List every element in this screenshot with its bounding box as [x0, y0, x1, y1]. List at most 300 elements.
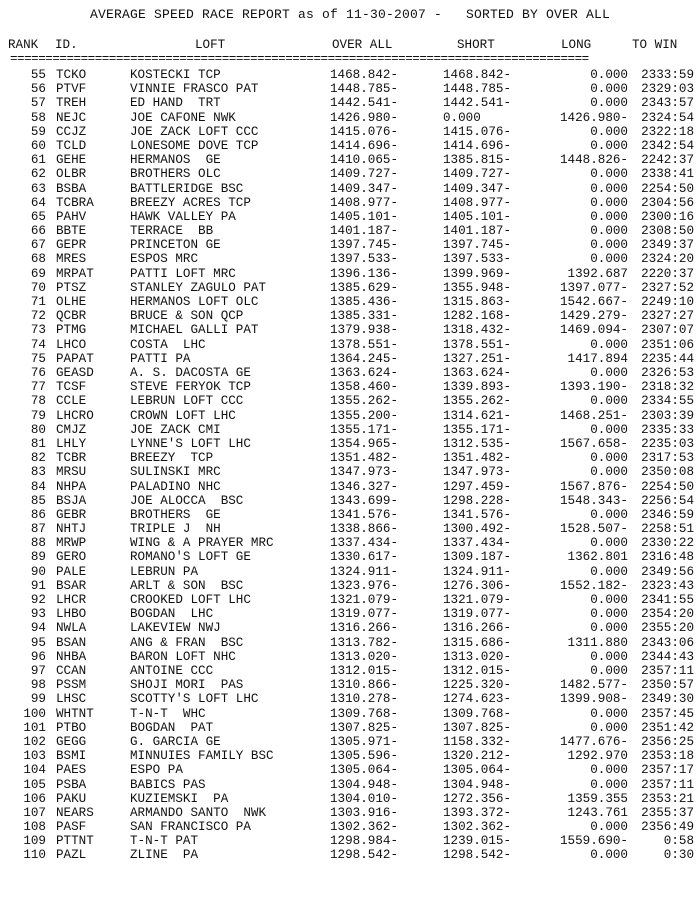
row-over-all: 1305.064- — [330, 763, 399, 778]
row-short: 1312.015- — [443, 663, 512, 678]
row-short: 1297.459- — [443, 479, 512, 494]
row-rank: 65 — [30, 209, 46, 224]
table-row — [0, 650, 700, 664]
row-rank: 80 — [30, 422, 46, 437]
row-id: BSAN — [56, 635, 87, 650]
row-long: 1528.507- — [559, 522, 628, 537]
table-row — [0, 323, 700, 337]
row-short: 1351.482- — [443, 451, 512, 466]
row-to-win: 2329:03 — [641, 82, 694, 97]
table-row — [0, 309, 700, 323]
row-to-win: 2349:56 — [641, 564, 694, 579]
row-long: 0.000 — [590, 252, 628, 267]
row-to-win: 0:58 — [663, 834, 694, 849]
table-row — [0, 508, 700, 522]
row-rank: 78 — [30, 394, 46, 409]
row-rank: 92 — [30, 593, 46, 608]
row-id: LHSC — [56, 692, 87, 707]
row-to-win: 2355:20 — [641, 621, 694, 636]
row-short: 1319.077- — [443, 607, 512, 622]
row-loft: STANLEY ZAGULO PAT — [130, 280, 267, 295]
row-rank: 77 — [30, 380, 46, 395]
row-long: 0.000 — [590, 507, 628, 522]
row-rank: 107 — [23, 805, 46, 820]
row-id: PTTNT — [56, 834, 94, 849]
table-row — [0, 607, 700, 621]
row-over-all: 1364.245- — [330, 351, 399, 366]
row-long: 1397.077- — [559, 280, 628, 295]
row-over-all: 1363.624- — [330, 365, 399, 380]
table-row — [0, 636, 700, 650]
row-id: BSJA — [56, 493, 87, 508]
row-long: 0.000 — [590, 593, 628, 608]
row-over-all: 1396.136- — [330, 266, 399, 281]
row-id: BSBA — [56, 181, 87, 196]
row-long: 1292.970 — [567, 749, 628, 764]
column-header-over-all: OVER ALL — [332, 38, 393, 52]
row-over-all: 1409.347- — [330, 181, 399, 196]
row-short: 1320.212- — [443, 749, 512, 764]
row-rank: 97 — [30, 663, 46, 678]
row-loft: LEBRUN PA — [130, 564, 199, 579]
row-long: 0.000 — [590, 82, 628, 97]
row-rank: 68 — [30, 252, 46, 267]
row-rank: 102 — [23, 734, 46, 749]
row-over-all: 1304.948- — [330, 777, 399, 792]
table-row — [0, 295, 700, 309]
row-short: 1314.621- — [443, 408, 512, 423]
row-id: WHTNT — [56, 706, 94, 721]
column-header-id: ID. — [55, 38, 78, 52]
row-loft: ANTOINE CCC — [130, 663, 214, 678]
row-long: 1359.355 — [567, 791, 628, 806]
row-loft: A. S. DACOSTA GE — [130, 365, 251, 380]
row-short: 1321.079- — [443, 593, 512, 608]
row-to-win: 2353:21 — [641, 791, 694, 806]
row-long: 1542.667- — [559, 295, 628, 310]
row-rank: 89 — [30, 550, 46, 565]
row-id: NWLA — [56, 621, 87, 636]
row-to-win: 2349:37 — [641, 238, 694, 253]
table-row — [0, 437, 700, 451]
row-to-win: 2242:37 — [641, 153, 694, 168]
row-over-all: 1304.010- — [330, 791, 399, 806]
row-over-all: 1337.434- — [330, 536, 399, 551]
row-over-all: 1355.262- — [330, 394, 399, 409]
row-loft: HERMANOS LOFT OLC — [130, 295, 259, 310]
row-long: 0.000 — [590, 394, 628, 409]
row-rank: 95 — [30, 635, 46, 650]
column-header-to-win: TO WIN — [632, 38, 678, 52]
row-long: 0.000 — [590, 706, 628, 721]
row-to-win: 2351:06 — [641, 337, 694, 352]
row-over-all: 1343.699- — [330, 493, 399, 508]
row-long: 1567.876- — [559, 479, 628, 494]
table-row — [0, 480, 700, 494]
row-loft: SULINSKI MRC — [130, 465, 221, 480]
row-over-all: 1302.362- — [330, 820, 399, 835]
table-row — [0, 182, 700, 196]
row-loft: JOE ZACK CMI — [130, 422, 221, 437]
row-loft: BRUCE & SON QCP — [130, 309, 244, 324]
row-to-win: 2254:50 — [641, 479, 694, 494]
row-loft: WING & A PRAYER MRC — [130, 536, 274, 551]
row-loft: BROTHERS OLC — [130, 167, 221, 182]
row-id: MRWP — [56, 536, 87, 551]
header-separator: ================================================================================== — [10, 55, 589, 63]
column-header-long: LONG — [561, 38, 592, 52]
row-to-win: 2333:59 — [641, 68, 694, 82]
row-rank: 70 — [30, 280, 46, 295]
row-loft: KUZIEMSKI PA — [130, 791, 229, 806]
row-loft: HAWK VALLEY PA — [130, 209, 236, 224]
row-to-win: 2322:18 — [641, 124, 694, 139]
row-loft: PATTI LOFT MRC — [130, 266, 236, 281]
table-row — [0, 125, 700, 139]
row-id: MRPAT — [56, 266, 94, 281]
row-loft: ROMANO'S LOFT GE — [130, 550, 251, 565]
row-rank: 108 — [23, 820, 46, 835]
table-row — [0, 252, 700, 266]
row-to-win: 2357:17 — [641, 763, 694, 778]
row-short: 1309.187- — [443, 550, 512, 565]
row-short: 1282.168- — [443, 309, 512, 324]
row-loft: COSTA LHC — [130, 337, 206, 352]
row-long: 0.000 — [590, 365, 628, 380]
row-over-all: 1305.971- — [330, 734, 399, 749]
table-row — [0, 96, 700, 110]
row-rank: 56 — [30, 82, 46, 97]
row-long: 1448.826- — [559, 153, 628, 168]
row-short: 1315.863- — [443, 295, 512, 310]
table-row — [0, 82, 700, 96]
row-short: 1363.624- — [443, 365, 512, 380]
row-to-win: 0:30 — [663, 848, 694, 863]
row-to-win: 2353:18 — [641, 749, 694, 764]
row-loft: JOE ALOCCA BSC — [130, 493, 244, 508]
row-long: 1429.279- — [559, 309, 628, 324]
row-rank: 106 — [23, 791, 46, 806]
row-loft: ESPOS MRC — [130, 252, 199, 267]
table-row — [0, 692, 700, 706]
row-over-all: 1401.187- — [330, 224, 399, 239]
row-to-win: 2356:49 — [641, 820, 694, 835]
row-to-win: 2317:53 — [641, 451, 694, 466]
row-over-all: 1442.541- — [330, 96, 399, 111]
row-short: 0.000 — [443, 110, 481, 125]
row-loft: ARMANDO SANTO NWK — [130, 805, 267, 820]
row-long: 0.000 — [590, 607, 628, 622]
row-id: PALE — [56, 564, 87, 579]
row-over-all: 1426.980- — [330, 110, 399, 125]
row-long: 0.000 — [590, 195, 628, 210]
table-row — [0, 68, 700, 82]
row-short: 1272.356- — [443, 791, 512, 806]
row-loft: JOE ZACK LOFT CCC — [130, 124, 259, 139]
row-long: 1399.908- — [559, 692, 628, 707]
row-to-win: 2303:39 — [641, 408, 694, 423]
row-over-all: 1330.617- — [330, 550, 399, 565]
row-id: BSMI — [56, 749, 87, 764]
row-short: 1339.893- — [443, 380, 512, 395]
row-over-all: 1409.727- — [330, 167, 399, 182]
row-rank: 64 — [30, 195, 46, 210]
row-id: NEJC — [56, 110, 87, 125]
row-long: 0.000 — [590, 777, 628, 792]
row-over-all: 1414.696- — [330, 138, 399, 153]
row-to-win: 2343:06 — [641, 635, 694, 650]
row-rank: 85 — [30, 493, 46, 508]
row-loft: HERMANOS GE — [130, 153, 221, 168]
row-to-win: 2344:43 — [641, 649, 694, 664]
row-id: LHCR — [56, 593, 87, 608]
row-id: NHPA — [56, 479, 87, 494]
row-short: 1414.696- — [443, 138, 512, 153]
row-over-all: 1298.542- — [330, 848, 399, 863]
row-over-all: 1323.976- — [330, 578, 399, 593]
row-to-win: 2351:42 — [641, 720, 694, 735]
row-rank: 74 — [30, 337, 46, 352]
column-header-rank: RANK — [8, 38, 39, 52]
row-loft: ZLINE PA — [130, 848, 199, 863]
row-to-win: 2235:44 — [641, 351, 694, 366]
row-short: 1298.542- — [443, 848, 512, 863]
row-to-win: 2220:37 — [641, 266, 694, 281]
row-rank: 84 — [30, 479, 46, 494]
row-over-all: 1354.965- — [330, 436, 399, 451]
row-id: PTVF — [56, 82, 87, 97]
row-rank: 86 — [30, 507, 46, 522]
row-id: GEASD — [56, 365, 94, 380]
row-loft: BREEZY TCP — [130, 451, 214, 466]
table-row — [0, 224, 700, 238]
row-short: 1378.551- — [443, 337, 512, 352]
column-header-short: SHORT — [457, 38, 495, 52]
row-long: 0.000 — [590, 238, 628, 253]
row-id: QCBR — [56, 309, 87, 324]
row-rank: 59 — [30, 124, 46, 139]
row-over-all: 1346.327- — [330, 479, 399, 494]
row-short: 1397.745- — [443, 238, 512, 253]
row-rank: 63 — [30, 181, 46, 196]
row-short: 1468.842- — [443, 68, 512, 82]
row-over-all: 1307.825- — [330, 720, 399, 735]
row-short: 1276.306- — [443, 578, 512, 593]
row-over-all: 1313.782- — [330, 635, 399, 650]
row-over-all: 1385.629- — [330, 280, 399, 295]
row-long: 1311.880 — [567, 635, 628, 650]
table-row — [0, 565, 700, 579]
row-loft: LONESOME DOVE TCP — [130, 138, 259, 153]
table-row — [0, 820, 700, 834]
row-to-win: 2330:22 — [641, 536, 694, 551]
row-short: 1239.015- — [443, 834, 512, 849]
row-loft: PRINCETON GE — [130, 238, 221, 253]
row-id: NHBA — [56, 649, 87, 664]
table-row — [0, 536, 700, 550]
row-long: 1552.182- — [559, 578, 628, 593]
row-to-win: 2327:52 — [641, 280, 694, 295]
row-over-all: 1385.331- — [330, 309, 399, 324]
table-row — [0, 153, 700, 167]
row-loft: LEBRUN LOFT CCC — [130, 394, 244, 409]
row-short: 1355.171- — [443, 422, 512, 437]
row-long: 1426.980- — [559, 110, 628, 125]
row-short: 1305.064- — [443, 763, 512, 778]
row-long: 0.000 — [590, 663, 628, 678]
row-over-all: 1355.200- — [330, 408, 399, 423]
row-loft: BOGDAN PAT — [130, 720, 214, 735]
row-rank: 90 — [30, 564, 46, 579]
row-long: 1548.343- — [559, 493, 628, 508]
row-rank: 81 — [30, 436, 46, 451]
row-rank: 109 — [23, 834, 46, 849]
row-over-all: 1316.266- — [330, 621, 399, 636]
row-long: 0.000 — [590, 820, 628, 835]
row-long: 1482.577- — [559, 678, 628, 693]
table-row — [0, 167, 700, 181]
row-id: LHCRO — [56, 408, 94, 423]
row-to-win: 2343:57 — [641, 96, 694, 111]
row-rank: 87 — [30, 522, 46, 537]
row-to-win: 2249:10 — [641, 295, 694, 310]
column-header-loft: LOFT — [195, 38, 226, 52]
row-over-all: 1379.938- — [330, 323, 399, 338]
row-loft: VINNIE FRASCO PAT — [130, 82, 259, 97]
row-loft: BREEZY ACRES TCP — [130, 195, 251, 210]
row-over-all: 1410.065- — [330, 153, 399, 168]
row-rank: 98 — [30, 678, 46, 693]
row-id: GEBR — [56, 507, 87, 522]
row-to-win: 2254:50 — [641, 181, 694, 196]
row-short: 1415.076- — [443, 124, 512, 139]
row-over-all: 1408.977- — [330, 195, 399, 210]
row-id: LHLY — [56, 436, 87, 451]
row-loft: ANG & FRAN BSC — [130, 635, 244, 650]
row-to-win: 2235:03 — [641, 436, 694, 451]
row-id: PAHV — [56, 209, 87, 224]
table-row — [0, 735, 700, 749]
row-rank: 73 — [30, 323, 46, 338]
row-long: 1417.894 — [567, 351, 628, 366]
table-row — [0, 749, 700, 763]
table-row — [0, 848, 700, 862]
row-short: 1442.541- — [443, 96, 512, 111]
row-long: 0.000 — [590, 138, 628, 153]
row-to-win: 2342:54 — [641, 138, 694, 153]
row-loft: MICHAEL GALLI PAT — [130, 323, 259, 338]
row-rank: 104 — [23, 763, 46, 778]
row-over-all: 1310.866- — [330, 678, 399, 693]
table-row — [0, 210, 700, 224]
row-loft: BABICS PAS — [130, 777, 206, 792]
row-loft: TERRACE BB — [130, 224, 214, 239]
row-over-all: 1378.551- — [330, 337, 399, 352]
row-over-all: 1385.436- — [330, 295, 399, 310]
row-id: GEGG — [56, 734, 87, 749]
row-to-win: 2308:50 — [641, 224, 694, 239]
row-to-win: 2258:51 — [641, 522, 694, 537]
row-id: PAZL — [56, 848, 87, 863]
row-rank: 67 — [30, 238, 46, 253]
row-over-all: 1321.079- — [330, 593, 399, 608]
row-long: 0.000 — [590, 337, 628, 352]
row-to-win: 2324:20 — [641, 252, 694, 267]
row-short: 1385.815- — [443, 153, 512, 168]
row-id: LHBO — [56, 607, 87, 622]
row-rank: 60 — [30, 138, 46, 153]
row-loft: BARON LOFT NHC — [130, 649, 236, 664]
row-to-win: 2335:33 — [641, 422, 694, 437]
row-id: PSBA — [56, 777, 87, 792]
row-loft: CROWN LOFT LHC — [130, 408, 236, 423]
row-short: 1307.825- — [443, 720, 512, 735]
table-row — [0, 238, 700, 252]
table-row — [0, 806, 700, 820]
row-rank: 94 — [30, 621, 46, 636]
table-row — [0, 707, 700, 721]
row-short: 1312.535- — [443, 436, 512, 451]
row-long: 0.000 — [590, 649, 628, 664]
row-long: 0.000 — [590, 848, 628, 863]
row-id: CMJZ — [56, 422, 87, 437]
row-over-all: 1310.278- — [330, 692, 399, 707]
row-rank: 66 — [30, 224, 46, 239]
row-long: 0.000 — [590, 451, 628, 466]
row-over-all: 1397.533- — [330, 252, 399, 267]
row-short: 1399.969- — [443, 266, 512, 281]
row-to-win: 2334:55 — [641, 394, 694, 409]
row-id: LHCO — [56, 337, 87, 352]
row-id: BSAR — [56, 578, 87, 593]
row-id: PAKU — [56, 791, 87, 806]
row-rank: 88 — [30, 536, 46, 551]
row-id: TCSF — [56, 380, 87, 395]
row-to-win: 2356:25 — [641, 734, 694, 749]
table-row — [0, 494, 700, 508]
row-short: 1316.266- — [443, 621, 512, 636]
row-over-all: 1305.596- — [330, 749, 399, 764]
row-id: OLHE — [56, 295, 87, 310]
row-to-win: 2355:37 — [641, 805, 694, 820]
row-long: 0.000 — [590, 68, 628, 82]
row-short: 1327.251- — [443, 351, 512, 366]
row-to-win: 2357:11 — [641, 777, 694, 792]
table-row — [0, 423, 700, 437]
row-to-win: 2354:20 — [641, 607, 694, 622]
row-over-all: 1448.785- — [330, 82, 399, 97]
table-row — [0, 409, 700, 423]
row-to-win: 2341:55 — [641, 593, 694, 608]
row-id: MRES — [56, 252, 87, 267]
table-row — [0, 465, 700, 479]
row-loft: BOGDAN LHC — [130, 607, 214, 622]
row-over-all: 1298.984- — [330, 834, 399, 849]
row-short: 1393.372- — [443, 805, 512, 820]
row-long: 0.000 — [590, 124, 628, 139]
row-short: 1302.362- — [443, 820, 512, 835]
row-short: 1409.347- — [443, 181, 512, 196]
row-over-all: 1347.973- — [330, 465, 399, 480]
row-to-win: 2304:56 — [641, 195, 694, 210]
row-to-win: 2350:08 — [641, 465, 694, 480]
row-over-all: 1324.911- — [330, 564, 399, 579]
row-id: CCLE — [56, 394, 87, 409]
row-over-all: 1309.768- — [330, 706, 399, 721]
table-row — [0, 834, 700, 848]
row-rank: 79 — [30, 408, 46, 423]
row-id: TCBRA — [56, 195, 94, 210]
